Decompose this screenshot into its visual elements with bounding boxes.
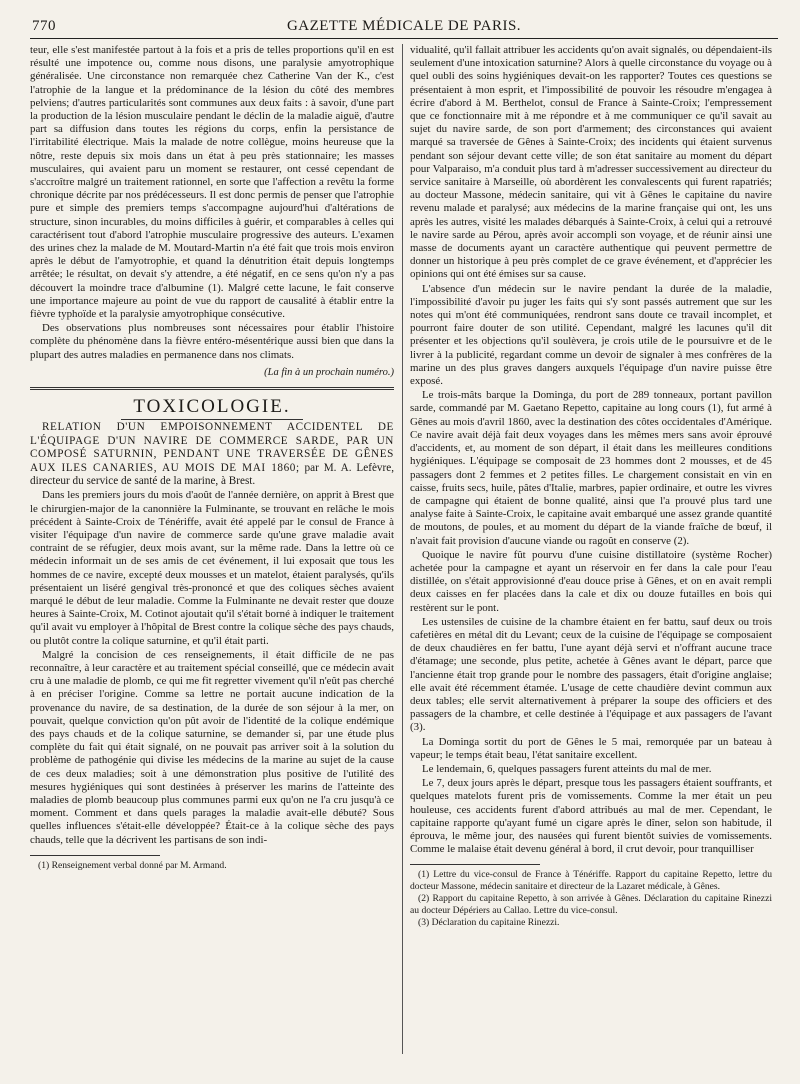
page-number: 770 <box>32 18 56 34</box>
paragraph: Des observations plus nombreuses sont nécessaires pour établir l'histoire complète du phénomène dans la fièvre entéro-mésentérique aussi bien que dans la plupart des autres maladies en permanence dans nos climats. <box>30 322 394 361</box>
paragraph: teur, elle s'est manifestée partout à la fois et a pris de telles proportions qu'il en est résulté une impotence ou, comme nous disons, une paralysie amyotrophique généralisée. Une circonstance non remarquée chez Catherine Van der K., c'est l'atrophie de la langue et la prédominance de la lésion du côté des membres pelviens; d'autres particularités sont communes aux deux faits : à savoir, d'une part la production de la lésion musculaire pendant le déclin de la maladie aiguë, d'autre part sa diffusion dans toutes les régions du corps, enfin la persistance de l'irritabilité électrique. Mais la malade de notre collègue, moins heureuse que la nôtre, reste depuis six mois dans un état à peu près stationnaire; les masses musculaires, qui avaient paru un moment se restaurer, ont cessé cependant de s'accroître malgré un traitement rationnel, en sorte que l'affection a revêtu la forme chronique décrite par nos prédécesseurs. Il est donc permis de penser que l'atrophie pure et simple des premiers temps s'accompagne aujourd'hui d'altérations de structure, sinon incurables, du moins difficiles à guérir, et comparables à celles qui caractérisent tout d'abord l'atrophie musculaire progressive des auteurs. L'examen des urines chez la malade de M. Moutard-Martin n'a été fait que trois mois environ après le début de l'amyotrophie, et quand la dénutrition était depuis longtemps arrêtée; le résultat, on devait s'y attendre, a été négatif, en ce sens qu'on n'y a pas découvert la moindre trace d'albumine (1). Malgré cette lacune, le fait conserve une importance majeure au point de vue du rapport de causalité à établir entre la fièvre typhoïde et la paralysie amyotrophique consécutive. <box>30 44 394 321</box>
article-title <box>30 421 394 488</box>
paragraph: Le 7, deux jours après le départ, presque tous les passagers étaient souffrants, et quelques matelots furent pris de vomissements. Comme la mer était un peu houleuse, ces accidents furent d'abord attribués au mal de mer. Cependant, le capitaine rapporte qu'ayant fumé un cigare après le dîner, selon son habitude, il éprouva, le même jour, des nausées qui furent bientôt suivies de vomissements. Comme le malaise était devenu général à bord, il crut devoir, pour tranquilliser <box>410 777 772 856</box>
footnotes <box>30 860 394 871</box>
paragraph: Malgré la concision de ces renseignements, il était difficile de ne pas reconnaître, à leur caractère et au traitement spécial conseillé, que ce médecin avait cru à une maladie de plomb, ce qui me fit regretter vivement qu'il n'eût pas cherché à en préciser l'origine. Comme sa lettre ne portait aucune indication de la provenance du navire, de sa destination, de la durée de son séjour à la mer, on pouvait, quelque conviction qu'on pût avoir de l'identité de la colique endémique des pays chauds et de la colique saturnine, se demander si, par une étude plus complète du fait qui était signalé, on ne pouvait pas arriver soit à la solution du problème de pathogénie qui divise les médecins de la marine au sujet de la cause de ces deux maladies; soit à une démonstration plus positive de l'utilité des mesures hygiéniques qui sont destinées à préserver les marins de l'atteinte des maladies de plomb beaucoup plus communes parmi eux qu'on ne l'a cru jusqu'à ce moment. Comment et dans quels parages la maladie avait-elle débuté? Sous quelles influences s'était-elle développée? Était-ce à la colique sèche des pays chauds, telle que la décrivent les partisans de son indi- <box>30 648 394 846</box>
paragraph: La Dominga sortit du port de Gênes le 5 mai, remorquée par un bateau à vapeur; le temps était beau, l'état sanitaire excellent. <box>410 735 772 761</box>
footnote-rule <box>410 864 540 865</box>
paragraph: vidualité, qu'il fallait attribuer les accidents qu'on avait signalés, ou dépendaient-ils seulement d'une intoxication saturnine? Alors à quelle circonstance du voyage ou à quel oubli des soins hygiéniques devait-on les rapporter? Toutes ces questions se présentaient à mon esprit, et l'impossibilité de pouvoir les résoudre m'engagea à écrire d'abord à M. Berthelot, consul de France à Sainte-Croix; l'empressement que ce fonctionnaire mit à me répondre et à me communiquer ce qu'il savait au sujet du navire sarde, de son port d'armement; des circonstances qui avaient marqué sa traversée de Gênes à Sainte-Croix; des incidents qui étaient survenus pendant son séjour devant cette ville; de son état sanitaire au moment du départ pour Valparaiso, m'a conduit plus tard à m'adresser successivement au directeur du service sanitaire à Marseille, où abordèrent les convalescents qui furent rapatriés; au docteur Massone, médecin sanitaire, qui vit à Gênes le capitaine du navire revenu malade et paralysé; aux médecins de la marine française qui ont, les uns après les autres, visité les malades débarqués à Sainte-Croix, à celui qui a retrouvé le navire sarde au Pérou, après avoir accompli son voyage, et de réunir ainsi une masse de documents ayant un caractère authentique qui peuvent permettre de donner un historique à peu près complet de ce grave événement, et d'apprécier les opinions qui ont été émises sur sa cause. <box>410 44 772 281</box>
article-title-text: RELATION D'UN EMPOISONNEMENT ACCIDENTEL DE L'ÉQUIPAGE D'UN NAVIRE DE COMMERCE SARDE, PAR UN COMPOSÉ SATURNIN, PENDANT UNE TRAVERSÉE DE GÊNES AUX ILES CANARIES, AU MOIS DE MAI 1860; <box>30 421 394 474</box>
footnote: (2) Rapport du capitaine Repetto, à son arrivée à Gênes. Déclaration du capitaine Rinezzi au docteur Dépériers au Callao. Lettre du vice-consul. <box>410 893 772 916</box>
page-header <box>30 18 778 39</box>
footnote: (3) Déclaration du capitaine Rinezzi. <box>418 917 560 929</box>
footnote: (1) Renseignement verbal donné par M. Armand. <box>38 859 227 871</box>
paragraph: Le lendemain, 6, quelques passagers furent atteints du mal de mer. <box>422 762 712 775</box>
paragraph: Dans les premiers jours du mois d'août de l'année dernière, on apprit à Brest que le chirurgien-major de la canonnière la Fulminante, se trouvant en relâche le mois précédent à Sainte-Croix de Ténériffe, avait été appelé par le consul de France à visiter l'équipage d'un navire de commerce sarde qu'une grave maladie avait contraint de se réfugier, deux mois avant, sur la même rade. Dans la lettre où ce médecin informait un de ses amis de cet événement, il lui exposait que tous les hommes de ce navire, excepté deux mousses et un matelot, étaient paralysés, qu'ils présentaient un liséré gengival très-prononcé et que des coliques sèches avaient marqué le début de leur maladie. Comme la Fulminante ne devait rester que douze heures à Sainte-Croix, M. Cotinot ajoutait qu'il s'était borné à indiquer le traitement qu'il avait vu employer à l'hôpital de Brest contre la colique sèche des pays chauds, ou plutôt contre la colique saturnine, et qu'il était parti. <box>30 489 394 647</box>
section-title-text: TOXICOLOGIE. <box>121 396 302 420</box>
footnotes <box>410 869 772 928</box>
footnote-rule <box>30 855 160 856</box>
paragraph: Quoique le navire fût pourvu d'une cuisine distillatoire (système Rocher) achetée pour la campagne et ayant un réservoir en fer dans la cale pour l'eau distillée, on s'était approvisionné d'eau douce prise à Gênes, et on en avait rempli deux caisses en fer placées dans la cale et dix ou douze futailles en bois qui restèrent sur le pont. <box>410 548 772 614</box>
journal-title: GAZETTE MÉDICALE DE PARIS. <box>286 18 522 34</box>
section-separator <box>30 387 394 390</box>
article-author: par M. A. Lefèvre, directeur du service de santé de la marine, à Brest. <box>30 461 394 487</box>
footnote: (1) Lettre du vice-consul de France à Ténériffe. Rapport du capitaine Repetto, lettre du docteur Massone, médecin sanitaire et directeur de la Lazaret médicale, à Gênes. <box>410 869 772 892</box>
column-divider <box>402 44 403 1054</box>
section-title <box>30 396 394 418</box>
paragraph: Le trois-mâts barque la Dominga, du port de 289 tonneaux, portant pavillon sarde, commandé par M. Gaetano Repetto, capitaine au long cours (1), fut armé à Gênes au mois d'avril 1860, avec la destination des côtes occidentales d'Amérique. Ce navire avait déjà fait deux voyages dans les mêmes mers sans avoir éprouvé d'accidents, et, au moment de son départ, il était dans les meilleures conditions hygiéniques. L'équipage se composait de 23 hommes dont 2 mousses, et de 45 passagers dont 2 femmes et 2 petites filles. Le chargement consistait en vin en caisse, fruits secs, huile, pâtes d'Italie, marbres, papier ordinaire, et outre les vivres de campagne qui étaient de bonne qualité, ainsi que l'a prouvé plus tard une analyse faite à Sainte-Croix, le capitaine avait embarqué une assez grande quantité de moutons, de poules, et au moment du départ de la viande fraîche de bœuf, il n'avait fait provision d'aucune viande ou ragoût en conserve (2). <box>410 389 772 547</box>
paragraph: L'absence d'un médecin sur le navire pendant la durée de la maladie, l'impossibilité d'avoir pu juger les faits qui s'y sont passés autrement que sur les notes qui m'ont été communiquées, rendront sans doute ce travail incomplet, et pourront faire douter de son utilité. Cependant, malgré les lacunes qu'il dit présenter et les objections qu'il soulèvera, je crois utile de le poursuivre et de le livrer à la publicité, regardant comme un devoir de signaler à mes confrères de la marine un des plus graves dangers auxquels l'équipage d'un navire puisse être exposé. <box>410 282 772 388</box>
right-column <box>410 44 772 1070</box>
continuation-note: (La fin à un prochain numéro.) <box>264 366 394 378</box>
left-column <box>30 44 394 1070</box>
paragraph: Les ustensiles de cuisine de la chambre étaient en fer battu, sauf deux ou trois cafetières en métal dit du Levant; ceux de la cuisine de l'équipage se composaient de deux chaudières en fer battu, l'une ayant déjà servi et n'offrant aucune trace d'étamage; une seconde, plus petite, achetée à Gênes avant le départ, parce que l'ancienne était trop grande pour le nombre des passagers, était d'origine anglaise; elle avait été récemment étamée. L'usage de cette chaudière devint commun aux deux tables; elle servit alternativement à préparer la soupe des officiers et des passagers de la chambre, et celle destinée à l'équipage et aux passagers de l'avant (3). <box>410 615 772 734</box>
